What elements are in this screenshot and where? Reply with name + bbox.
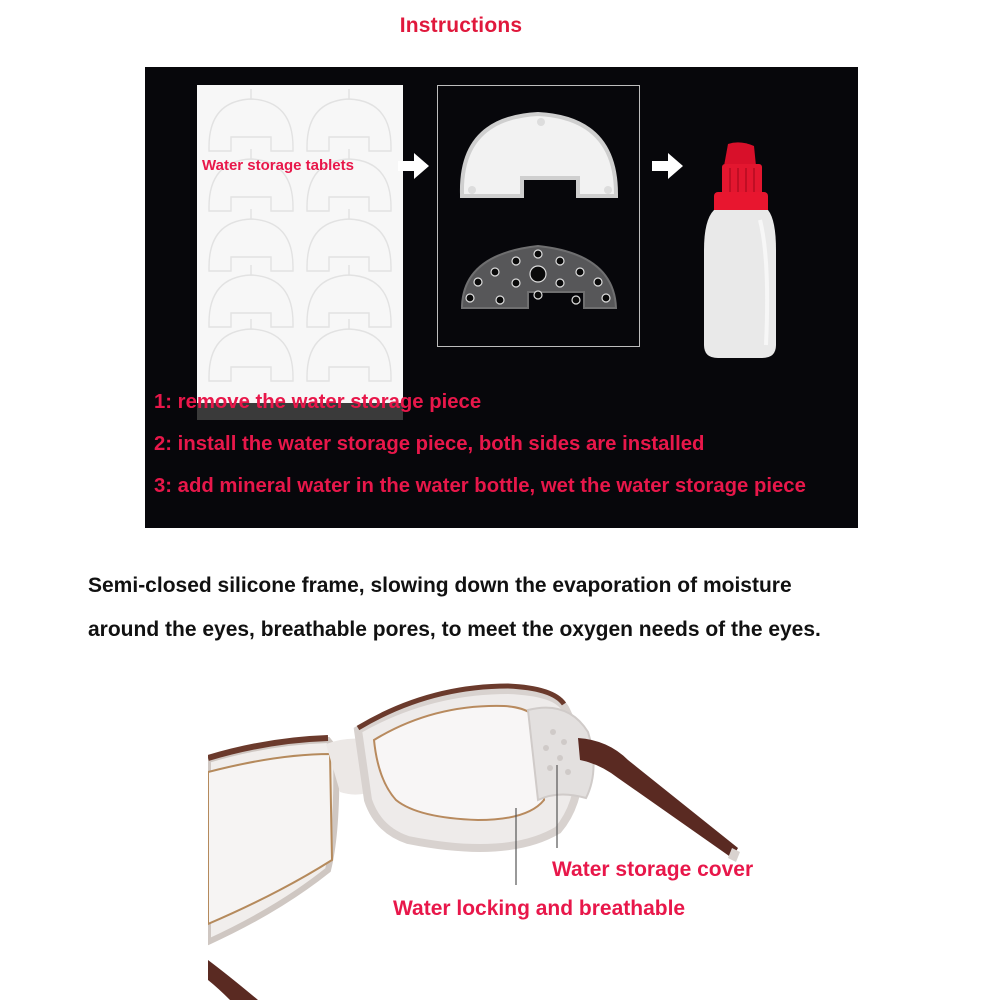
callout-water-storage-cover: Water storage cover	[552, 858, 754, 881]
arrow-right-icon	[652, 152, 684, 180]
instruction-step-1: 1: remove the water storage piece	[154, 390, 482, 413]
tablet-sheet-image	[197, 85, 403, 420]
description-line-2: around the eyes, breathable pores, to meet the oxygen needs of the eyes.	[88, 618, 821, 641]
instruction-step-3: 3: add mineral water in the water bottle, wet the water storage piece	[154, 474, 806, 497]
callout-water-locking-breathable: Water locking and breathable	[393, 897, 686, 920]
dropper-bottle-image	[700, 140, 780, 362]
glasses-image	[208, 680, 768, 1000]
tablet-sheet-label: Water storage tablets	[202, 157, 354, 174]
page-title: Instructions	[399, 14, 523, 37]
arrow-right-icon	[398, 152, 430, 180]
instruction-step-2: 2: install the water storage piece, both sides are installed	[154, 432, 705, 455]
description-line-1: Semi-closed silicone frame, slowing down the evaporation of moisture	[88, 574, 792, 597]
water-storage-pieces-image	[437, 85, 640, 347]
